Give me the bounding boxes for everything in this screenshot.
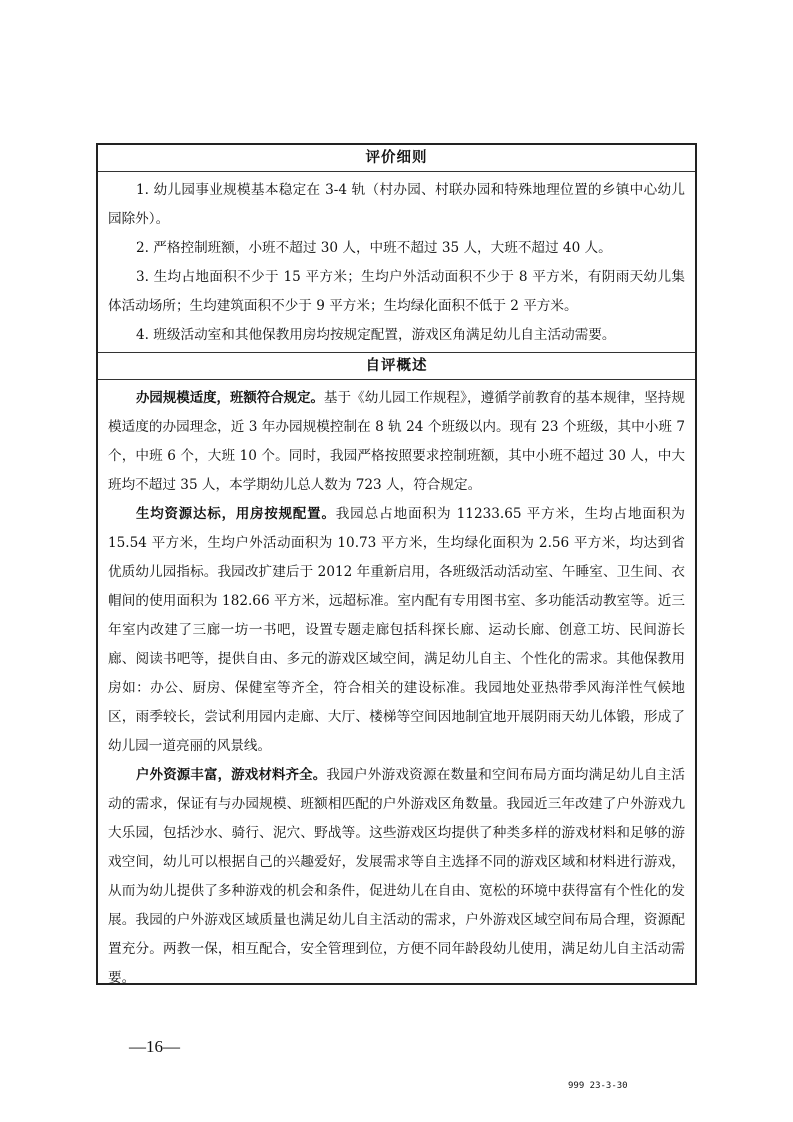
criteria-item: 4. 班级活动室和其他保教用房均按规定配置，游戏区角满足幼儿自主活动需要。	[136, 327, 616, 343]
evaluation-table	[96, 143, 697, 985]
summary-paragraph	[108, 384, 685, 500]
criteria-item: 3. 生均占地面积不少于 15 平方米；生均户外活动面积不少于 8 平方米，有阴雨天幼儿集体活动场所；生均建筑面积不少于 9 平方米；生均绿化面积不低于 2 平方米。	[108, 269, 685, 314]
summary-lead: 生均资源达标，用房按规配置。	[136, 507, 336, 522]
summary-text: 我园总占地面积为 11233.65 平方米，生均占地面积为 15.54 平方米，生均户外活动面积为 10.73 平方米，生均绿化面积为 2.56 平方米，均达到省优质幼儿园指标。我园改扩建后于 2012 年重新启用，各班级活动活动室、午睡室、卫生间、衣帽间的使用面积为 182.66 平方米，远超标准。室内配有专用图书室、多功能活动教室等。近三年室内改建了三廊一坊一书吧，设置专题走廊包括科探长廊、运动长廊、创意工坊、民间游长廊、阅读书吧等，提供自由、多元的游戏区域空间，满足幼儿自主、个性化的需求。其他保教用房如：办公、厨房、保健室等齐全，符合相关的建设标准。我园地处亚热带季风海洋性气候地区，雨季较长，尝试利用园内走廊、大厅、楼梯等空间因地制宜地开展阴雨天幼儿体锻，形成了幼儿园一道亮丽的风景线。	[108, 506, 685, 754]
summary-section	[98, 380, 695, 993]
summary-text: 基于《幼儿园工作规程》，遵循学前教育的基本规律，坚持规模适度的办园理念，近 3 年办园规模控制在 8 轨 24 个班级以内。现有 23 个班级，其中小班 7 个，中班 6 个，大班 10 个。同时，我园严格按照要求控制班额，其中小班不超过 30 人，中大班均不超过 35 人，本学期幼儿总人数为 723 人，符合规定。	[108, 390, 685, 493]
page-number: —16—	[129, 1037, 180, 1056]
criteria-item: 1. 幼儿园事业规模基本稳定在 3-4 轨（村办园、村联办园和特殊地理位置的乡镇中心幼儿园除外）。	[108, 182, 685, 227]
summary-paragraph	[108, 500, 685, 761]
print-code: 999 23-3-30	[568, 1081, 628, 1091]
criteria-item: 2. 严格控制班额，小班不超过 30 人，中班不超过 35 人，大班不超过 40 人。	[136, 240, 612, 256]
summary-lead: 办园规模适度，班额符合规定。	[136, 391, 324, 406]
summary-paragraph	[108, 761, 685, 993]
summary-text: 我园户外游戏资源在数量和空间布局方面均满足幼儿自主活动的需求，保证有与办园规模、班额相匹配的户外游戏区角数量。我园近三年改建了户外游戏九大乐园，包括沙水、骑行、泥穴、野战等。这些游戏区均提供了种类多样的游戏材料和足够的游戏空间，幼儿可以根据自己的兴趣爱好，发展需求等自主选择不同的游戏区域和材料进行游戏，从而为幼儿提供了多种游戏的机会和条件，促进幼儿在自由、宽松的环境中获得富有个性化的发展。我园的户外游戏区域质量也满足幼儿自主活动的需求，户外游戏区域空间布局合理，资源配置充分。两教一保，相互配合，安全管理到位，方便不同年龄段幼儿使用，满足幼儿自主活动需要。	[108, 767, 685, 986]
criteria-header: 评价细则	[98, 145, 695, 172]
criteria-section	[98, 172, 695, 353]
summary-lead: 户外资源丰富，游戏材料齐全。	[136, 768, 327, 783]
summary-header: 自评概述	[98, 353, 695, 380]
